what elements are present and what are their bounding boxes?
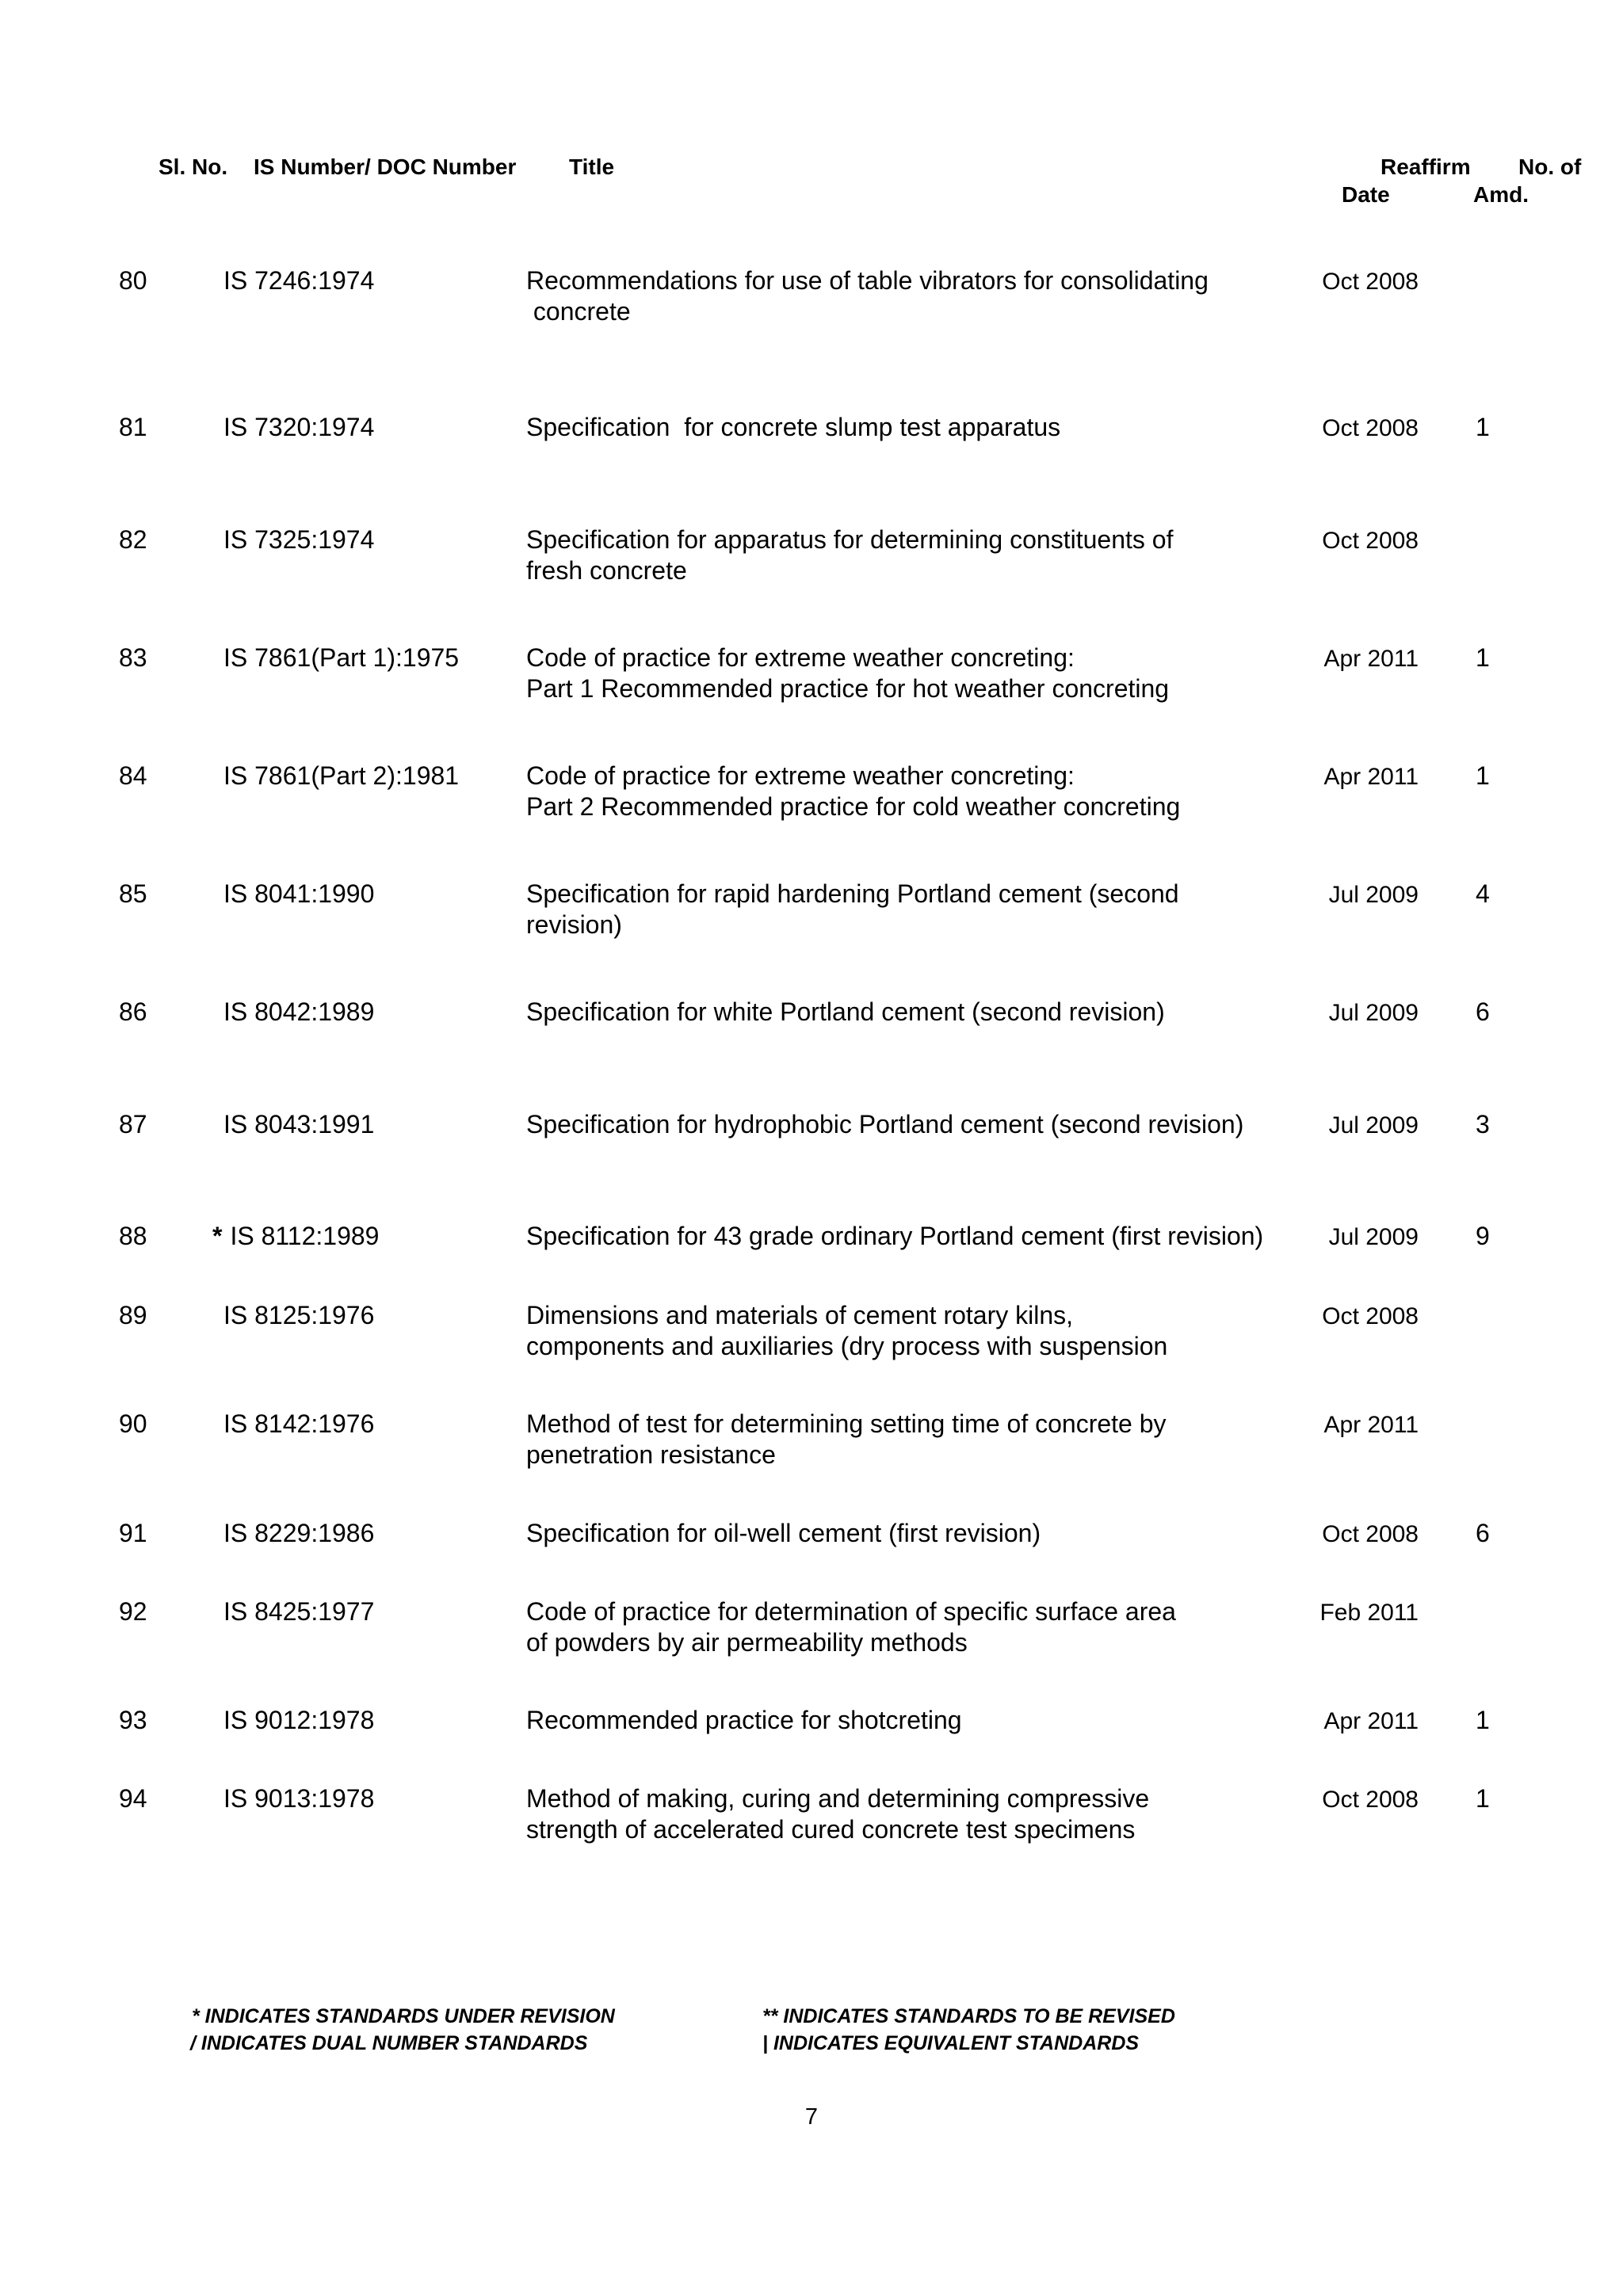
title-line: Specification for hydrophobic Portland cement (second revision) xyxy=(526,1110,1244,1138)
sl-no: 89 xyxy=(119,1301,147,1329)
is-number-cell xyxy=(212,1221,380,1252)
title xyxy=(526,761,1303,822)
sl-no: 87 xyxy=(119,1110,147,1138)
is-number-cell xyxy=(223,1300,374,1331)
is-number-cell xyxy=(223,1109,374,1140)
sl-no: 82 xyxy=(119,525,147,554)
under-revision-marker: * xyxy=(212,1222,223,1250)
is-number-cell xyxy=(223,524,374,555)
title xyxy=(526,265,1303,327)
sl-no: 85 xyxy=(119,879,147,908)
title-line: Specification for rapid hardening Portland cement (second xyxy=(526,879,1179,908)
is-number-cell xyxy=(223,1705,374,1736)
title-line: concrete xyxy=(526,297,631,326)
reaffirm-date: Oct 2008 xyxy=(1322,1787,1419,1813)
reaffirm-date: Jul 2009 xyxy=(1328,1000,1419,1026)
title xyxy=(526,1300,1303,1362)
header-reaffirm: Reaffirm xyxy=(1381,154,1471,179)
title xyxy=(526,879,1303,940)
is-number: IS 8125:1976 xyxy=(223,1301,375,1329)
sl-no: 94 xyxy=(119,1784,147,1813)
amendment-count: 1 xyxy=(1476,643,1490,672)
title-line: Specification for oil-well cement (first revision) xyxy=(526,1519,1041,1547)
is-number: IS 7246:1974 xyxy=(223,266,375,295)
reaffirm-date: Apr 2011 xyxy=(1323,764,1419,790)
is-number: IS 8042:1989 xyxy=(223,997,375,1026)
is-number-cell xyxy=(223,643,459,673)
title-line: Part 2 Recommended practice for cold weather concreting xyxy=(526,792,1181,821)
legend-dual-number: / INDICATES DUAL NUMBER STANDARDS xyxy=(190,2032,588,2054)
title xyxy=(526,1409,1303,1470)
reaffirm-date: Oct 2008 xyxy=(1322,1303,1419,1329)
header-sl-no: Sl. No. xyxy=(158,154,228,179)
amendment-count: 6 xyxy=(1476,1519,1490,1547)
sl-no: 93 xyxy=(119,1706,147,1734)
header-is-number: IS Number/ DOC Number xyxy=(254,154,517,179)
is-number: IS 8112:1989 xyxy=(230,1222,380,1250)
sl-no: 84 xyxy=(119,761,147,790)
reaffirm-date: Apr 2011 xyxy=(1323,1412,1419,1438)
reaffirm-date: Oct 2008 xyxy=(1322,415,1419,441)
title-line: penetration resistance xyxy=(526,1440,776,1469)
title xyxy=(526,412,1303,443)
amendment-count: 4 xyxy=(1476,879,1490,908)
title-line: Code of practice for extreme weather concreting: xyxy=(526,761,1075,790)
sl-no: 88 xyxy=(119,1222,147,1250)
legend-equivalent: | INDICATES EQUIVALENT STANDARDS xyxy=(762,2032,1140,2054)
header-title: Title xyxy=(569,154,615,179)
sl-no: 83 xyxy=(119,643,147,672)
page-number: 7 xyxy=(804,2104,819,2130)
reaffirm-date: Oct 2008 xyxy=(1322,1521,1419,1547)
sl-no: 80 xyxy=(119,266,147,295)
reaffirm-date: Jul 2009 xyxy=(1328,1224,1419,1250)
title xyxy=(526,1596,1303,1658)
amendment-count: 3 xyxy=(1476,1110,1490,1138)
is-number-cell xyxy=(223,761,459,791)
is-number-cell xyxy=(223,1596,374,1627)
reaffirm-date: Apr 2011 xyxy=(1323,1708,1419,1734)
title-line: Recommendations for use of table vibrators for consolidating xyxy=(526,266,1209,295)
is-number: IS 7320:1974 xyxy=(223,413,375,441)
amendment-count: 9 xyxy=(1476,1222,1490,1250)
sl-no: 81 xyxy=(119,413,147,441)
is-number-cell xyxy=(223,1409,374,1440)
title-line: revision) xyxy=(526,910,622,939)
is-number-cell xyxy=(223,412,374,443)
title-line: fresh concrete xyxy=(526,556,687,585)
title-line: Code of practice for determination of specific surface area xyxy=(526,1597,1176,1626)
is-number-cell xyxy=(223,265,374,296)
title xyxy=(526,1518,1303,1549)
is-number: IS 8229:1986 xyxy=(223,1519,375,1547)
sl-no: 90 xyxy=(119,1409,147,1438)
is-number: IS 8043:1991 xyxy=(223,1110,375,1138)
reaffirm-date: Jul 2009 xyxy=(1328,882,1419,908)
title-line: components and auxiliaries (dry process with suspension xyxy=(526,1332,1168,1360)
title-line: Specification for 43 grade ordinary Portland cement (first revision) xyxy=(526,1222,1264,1250)
is-number-cell xyxy=(223,879,374,910)
title-line: Method of test for determining setting time of concrete by xyxy=(526,1409,1167,1438)
reaffirm-date: Oct 2008 xyxy=(1322,269,1419,295)
title-line: Part 1 Recommended practice for hot weather concreting xyxy=(526,674,1170,703)
title xyxy=(526,997,1303,1028)
amendment-count: 1 xyxy=(1476,1706,1490,1734)
reaffirm-date: Feb 2011 xyxy=(1319,1600,1419,1626)
is-number: IS 8142:1976 xyxy=(223,1409,375,1438)
title-line: strength of accelerated cured concrete test specimens xyxy=(526,1815,1136,1844)
amendment-count: 1 xyxy=(1476,1784,1490,1813)
header-amd: Amd. xyxy=(1473,182,1529,207)
title xyxy=(526,1783,1303,1845)
title-line: Code of practice for extreme weather concreting: xyxy=(526,643,1075,672)
title xyxy=(526,643,1303,704)
amendment-count: 1 xyxy=(1476,761,1490,790)
is-number: IS 7861(Part 2):1981 xyxy=(223,761,460,790)
title-line: Recommended practice for shotcreting xyxy=(526,1706,962,1734)
is-number: IS 9012:1978 xyxy=(223,1706,375,1734)
title-line: Dimensions and materials of cement rotary kilns, xyxy=(526,1301,1074,1329)
legend-to-be-revised: ** INDICATES STANDARDS TO BE REVISED xyxy=(762,2005,1175,2027)
sl-no: 91 xyxy=(119,1519,147,1547)
amendment-count: 1 xyxy=(1476,413,1490,441)
title xyxy=(526,1221,1303,1252)
is-number: IS 7861(Part 1):1975 xyxy=(223,643,460,672)
is-number: IS 8425:1977 xyxy=(223,1597,375,1626)
is-number-cell xyxy=(223,997,374,1028)
is-number-cell xyxy=(223,1783,374,1814)
legend-under-revision: * INDICATES STANDARDS UNDER REVISION xyxy=(192,2005,615,2027)
title-line: Specification for white Portland cement (second revision) xyxy=(526,997,1165,1026)
title-line: Specification for apparatus for determining constituents of xyxy=(526,525,1174,554)
sl-no: 92 xyxy=(119,1597,147,1626)
is-number: IS 9013:1978 xyxy=(223,1784,375,1813)
sl-no: 86 xyxy=(119,997,147,1026)
title xyxy=(526,1705,1303,1736)
amendment-count: 6 xyxy=(1476,997,1490,1026)
title-line: of powders by air permeability methods xyxy=(526,1628,968,1657)
reaffirm-date: Jul 2009 xyxy=(1328,1112,1419,1138)
reaffirm-date: Oct 2008 xyxy=(1322,528,1419,554)
title-line: Specification for concrete slump test apparatus xyxy=(526,413,1061,441)
is-number: IS 7325:1974 xyxy=(223,525,375,554)
reaffirm-date: Apr 2011 xyxy=(1323,646,1419,672)
title xyxy=(526,524,1303,586)
title-line: Method of making, curing and determining compressive xyxy=(526,1784,1150,1813)
title xyxy=(526,1109,1303,1140)
header-no-of: No. of xyxy=(1518,154,1582,179)
header-date: Date xyxy=(1342,182,1390,207)
is-number-cell xyxy=(223,1518,374,1549)
is-number: IS 8041:1990 xyxy=(223,879,375,908)
